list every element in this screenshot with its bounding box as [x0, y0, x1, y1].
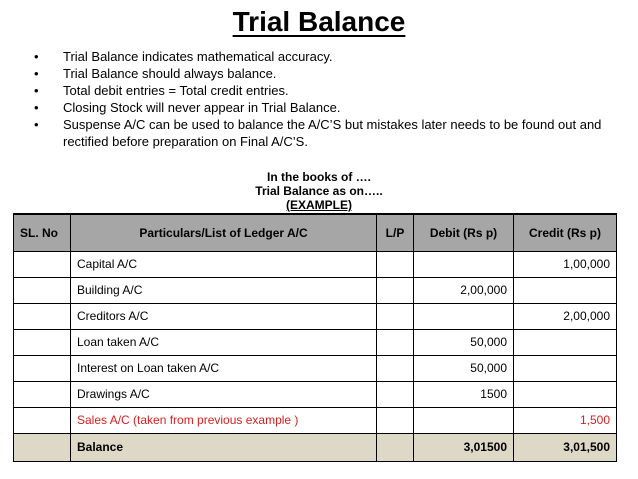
table-header-row	[14, 214, 617, 251]
cell-particulars: Sales A/C (taken from previous example )	[71, 407, 377, 433]
cell-particulars: Drawings A/C	[71, 381, 377, 407]
column-header-lp: L/P	[377, 214, 414, 251]
cell-particulars: Creditors A/C	[71, 303, 377, 329]
cell-credit: 1,500	[514, 407, 617, 433]
cell-credit: 2,00,000	[514, 303, 617, 329]
cell-lp	[377, 329, 414, 355]
table-row-sales-highlight	[14, 407, 617, 433]
bullet-list	[30, 48, 630, 150]
cell-debit	[414, 251, 514, 277]
table-row	[14, 329, 617, 355]
cell-lp	[377, 381, 414, 407]
cell-lp	[377, 407, 414, 433]
cell-sl-no	[14, 407, 71, 433]
bullet-item: • Trial Balance should always balance.	[30, 65, 630, 82]
column-header-debit: Debit (Rs p)	[414, 214, 514, 251]
table-heading-books: In the books of ….	[267, 170, 371, 184]
cell-debit: 1500	[414, 381, 514, 407]
bullet-item: • Closing Stock will never appear in Trial Balance.	[30, 99, 630, 116]
cell-lp	[377, 433, 414, 461]
cell-particulars: Building A/C	[71, 277, 377, 303]
table-row	[14, 277, 617, 303]
cell-sl-no	[14, 433, 71, 461]
cell-particulars: Balance	[71, 433, 377, 461]
cell-particulars: Interest on Loan taken A/C	[71, 355, 377, 381]
table-row	[14, 303, 617, 329]
cell-sl-no	[14, 381, 71, 407]
cell-debit	[414, 303, 514, 329]
cell-credit	[514, 381, 617, 407]
cell-credit	[514, 329, 617, 355]
table-heading-date: Trial Balance as on…..	[255, 184, 383, 198]
cell-debit	[414, 407, 514, 433]
bullet-item: • Total debit entries = Total credit entries.	[30, 82, 630, 99]
column-header-credit: Credit (Rs p)	[514, 214, 617, 251]
table-row	[14, 355, 617, 381]
cell-sl-no	[14, 355, 71, 381]
cell-lp	[377, 303, 414, 329]
column-header-sl-no: SL. No	[14, 214, 71, 251]
cell-credit-total: 3,01,500	[514, 433, 617, 461]
cell-debit: 2,00,000	[414, 277, 514, 303]
cell-debit: 50,000	[414, 329, 514, 355]
page-title: Trial Balance	[232, 6, 406, 37]
trial-balance-table	[13, 213, 617, 462]
bullet-item: • Suspense A/C can be used to balance the A/C’S but mistakes later needs to be found out and rectified before preparation on Final A/C’S.	[30, 116, 630, 150]
column-header-particulars: Particulars/List of Ledger A/C	[71, 214, 377, 251]
cell-lp	[377, 277, 414, 303]
cell-debit: 50,000	[414, 355, 514, 381]
table-row	[14, 251, 617, 277]
cell-lp	[377, 355, 414, 381]
table-row-balance-total	[14, 433, 617, 461]
table-heading-example: (EXAMPLE)	[286, 198, 352, 212]
cell-particulars: Loan taken A/C	[71, 329, 377, 355]
cell-sl-no	[14, 329, 71, 355]
table-row	[14, 381, 617, 407]
cell-credit: 1,00,000	[514, 251, 617, 277]
cell-sl-no	[14, 303, 71, 329]
cell-particulars: Capital A/C	[71, 251, 377, 277]
cell-sl-no	[14, 277, 71, 303]
cell-credit	[514, 355, 617, 381]
cell-lp	[377, 251, 414, 277]
cell-sl-no	[14, 251, 71, 277]
bullet-item: • Trial Balance indicates mathematical accuracy.	[30, 48, 630, 65]
cell-debit-total: 3,01500	[414, 433, 514, 461]
cell-credit	[514, 277, 617, 303]
